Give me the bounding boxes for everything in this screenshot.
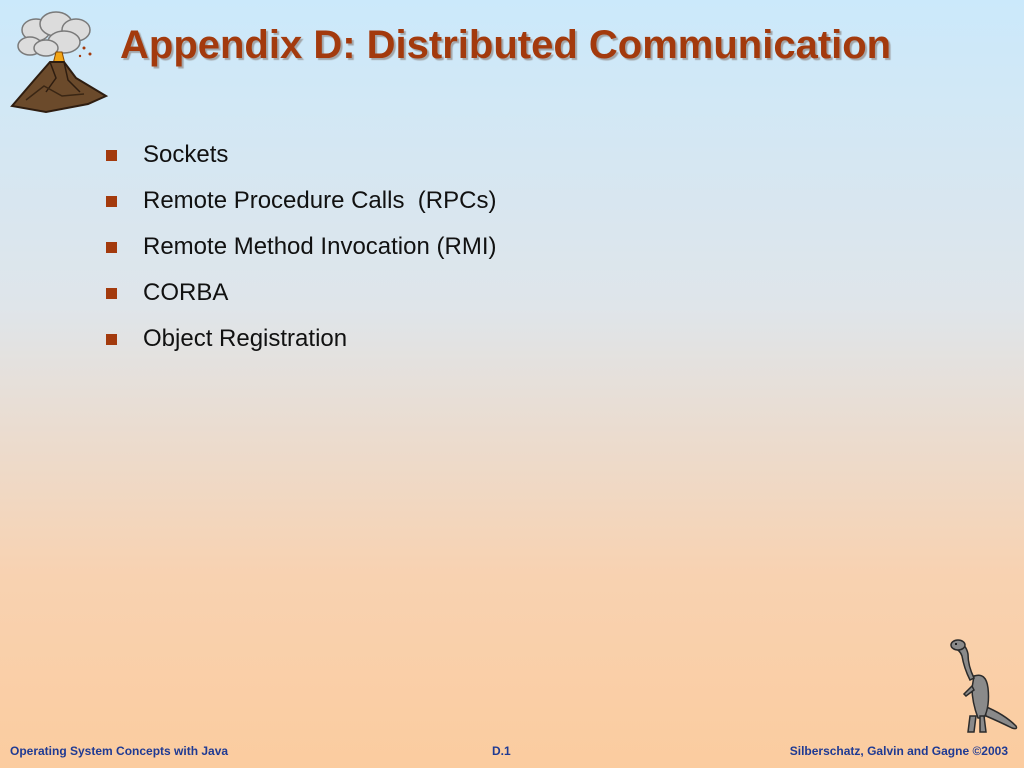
volcano-icon — [6, 8, 114, 114]
list-item — [106, 132, 496, 178]
list-item — [106, 316, 496, 362]
footer-copyright: Silberschatz, Galvin and Gagne ©2003 — [789, 744, 1008, 758]
list-item — [106, 270, 496, 316]
dinosaur-icon — [944, 636, 1020, 736]
footer-book-title: Operating System Concepts with Java — [10, 744, 229, 758]
list-item — [106, 224, 496, 270]
bullet-square-icon — [106, 288, 117, 299]
list-item — [106, 178, 496, 224]
bullet-square-icon — [106, 242, 117, 253]
slide-title: Appendix D: Distributed Communication — [120, 23, 892, 67]
bullet-square-icon — [106, 150, 117, 161]
footer-slide-number: D.1 — [492, 744, 511, 758]
bullet-text: Remote Procedure Calls (RPCs) — [143, 187, 497, 214]
bullet-text: Sockets — [143, 141, 229, 168]
bullet-text: Remote Method Invocation (RMI) — [143, 233, 497, 260]
bullet-text: Object Registration — [143, 325, 348, 352]
bullet-text: CORBA — [143, 279, 229, 306]
bullet-list — [106, 132, 496, 362]
bullet-square-icon — [106, 196, 117, 207]
bullet-square-icon — [106, 334, 117, 345]
